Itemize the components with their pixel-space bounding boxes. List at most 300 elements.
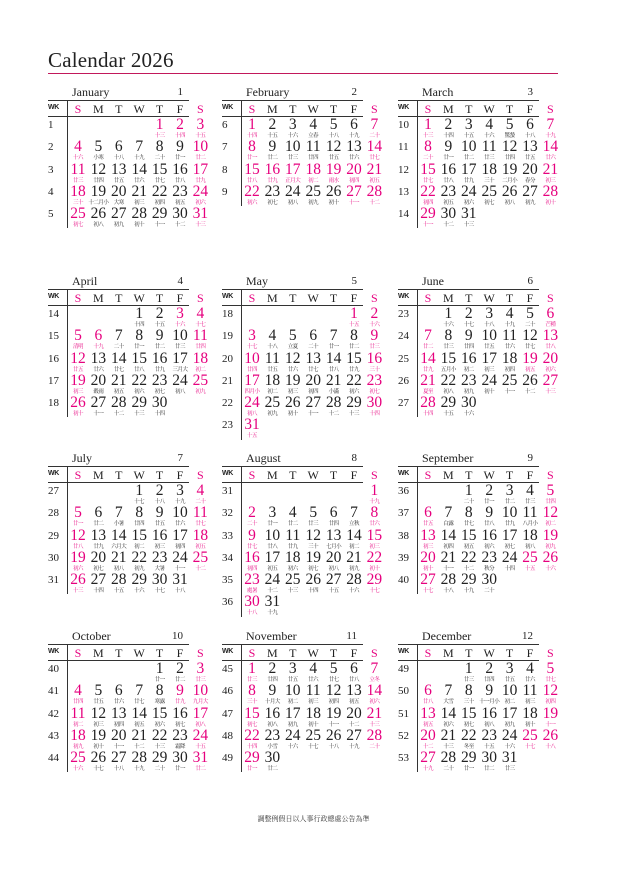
weekday-label: T [155,646,164,660]
lunar-date: 廿一 [267,521,278,528]
day-cell [109,550,129,572]
lunar-date: 初八 [328,565,339,572]
weekday-label: S [371,646,378,660]
day-cell [190,117,210,139]
lunar-date: 十五 [443,411,454,418]
day-cell [68,528,88,550]
day-number: 19 [90,726,107,744]
day-number: 27 [522,182,538,200]
month-header [48,275,189,290]
lunar-date: 廿六 [287,366,298,373]
day-number: 8 [135,504,144,522]
day-cell [520,351,540,373]
lunar-date: 十五 [154,322,165,328]
week-divider [67,117,68,139]
day-number: 3 [288,660,297,677]
day-cell [283,184,303,206]
day-cell [190,184,210,206]
lunar-date: 夏至 [422,388,433,395]
lunar-date: 廿二 [463,155,474,162]
day-cell [109,750,129,772]
day-number: 16 [244,548,260,566]
day-cell [520,661,540,683]
day-number: 4 [196,482,205,499]
day-cell [459,328,479,350]
lunar-date: 十六 [443,322,454,328]
day-cell [364,139,384,161]
week-number: 4 [48,185,54,198]
day-cell [364,373,384,395]
lunar-date: 十四 [93,588,104,595]
day-number: 11 [264,349,280,367]
day-cell [364,306,384,328]
lunar-date: 初三 [287,388,298,395]
lunar-date: 初三 [72,388,83,395]
lunar-date: 廿四 [328,521,339,528]
day-number: 13 [542,327,559,345]
lunar-date: 廿一 [246,155,257,162]
lunar-date: 秋分 [484,565,495,572]
day-cell [459,206,479,228]
day-number: 12 [285,349,301,367]
day-cell [438,728,458,750]
lunar-date: 二十 [369,743,380,750]
day-number: 26 [90,749,107,767]
day-number: 15 [151,160,168,178]
weekday-header [222,467,378,483]
lunar-date: 廿一 [443,155,454,162]
day-cell [364,683,384,705]
week-number: 30 [48,551,59,564]
day-number: 24 [285,726,301,744]
day-number: 24 [501,548,518,566]
day-cell [88,505,108,527]
day-cell [303,184,323,206]
day-number: 8 [155,682,164,700]
day-cell [129,184,149,206]
weekday-label: S [74,468,82,482]
day-cell [170,328,190,350]
lunar-date: 初六 [134,388,145,395]
lunar-date: 十七 [369,588,380,595]
day-cell [459,728,479,750]
day-cell [129,206,149,228]
day-cell [418,728,438,750]
day-number: 16 [172,704,188,722]
day-number: 19 [305,548,321,566]
day-cell [324,572,344,594]
lunar-date: 初二 [504,699,515,706]
day-cell [438,683,458,705]
lunar-date: 十八 [154,499,165,505]
week-number: 27 [48,485,59,497]
day-cell [190,505,210,527]
day-cell [500,661,520,683]
day-number: 2 [155,482,164,499]
lunar-date: 十三 [545,388,556,395]
day-cell [68,328,88,350]
weekday-header [398,645,554,661]
weekday-label: M [267,646,278,660]
day-cell [88,395,108,417]
day-cell [190,528,210,550]
week-number: 32 [222,507,233,520]
day-cell [520,505,540,527]
lunar-date: 初五 [524,366,535,373]
day-cell [68,206,88,228]
day-number: 8 [248,682,256,700]
day-number: 9 [155,504,164,522]
lunar-date: 十一 [328,721,339,728]
day-number: 16 [481,526,497,544]
day-number: 21 [366,704,383,722]
lunar-date: 十三 [134,411,145,418]
lunar-date: 十一 [174,565,185,572]
lunar-date: 初六 [369,699,380,706]
day-cell [262,728,282,750]
day-number: 1 [370,482,379,499]
day-number: 18 [192,526,209,544]
day-number: 26 [285,394,301,412]
weekday-label: W [307,291,319,305]
week-number: 39 [398,551,409,564]
week-divider [417,467,418,482]
month-name: May [246,274,268,288]
lunar-date: 初九 [308,199,319,206]
lunar-date: 廿八 [348,677,359,683]
week-number: 2 [48,141,54,154]
lunar-date: 十三 [348,411,359,418]
day-cell [364,728,384,750]
day-cell [479,750,499,772]
weekday-label: S [248,291,256,305]
week-number: 22 [222,397,233,410]
day-number: 27 [420,749,436,767]
day-number: 10 [285,138,301,156]
day-number: 23 [264,182,281,200]
day-cell [459,550,479,572]
lunar-date: 冬至 [463,743,474,750]
day-number: 4 [309,660,318,677]
lunar-date: 二十 [443,766,454,773]
day-number: 30 [151,571,168,589]
day-number: 20 [346,704,362,722]
day-number: 15 [366,526,383,544]
lunar-date: 初十 [72,411,83,418]
day-number: 18 [70,726,86,744]
day-number: 28 [325,394,342,412]
day-number: 22 [346,371,362,389]
week-number: 28 [48,507,59,520]
day-cell [479,139,499,161]
month-number: 2 [351,86,357,98]
week-column-label: WK [398,470,410,477]
lunar-date: 穀雨 [93,388,104,395]
lunar-date: 初六 [72,565,83,572]
month-number: 11 [346,630,357,642]
lunar-date: 立秋 [348,521,359,528]
week-row [398,572,539,594]
day-number: 14 [111,349,127,367]
lunar-date: 廿六 [308,677,319,683]
lunar-date: 廿八 [545,344,556,351]
lunar-date: 廿二 [267,766,278,773]
day-cell [418,351,438,373]
week-row [222,571,383,595]
day-cell [150,206,170,228]
day-number: 7 [444,682,453,700]
lunar-date: 十五 [267,133,278,139]
day-number: 23 [172,182,188,200]
day-cell [283,550,303,572]
week-row [48,349,209,373]
day-number: 1 [464,482,473,499]
day-cell [540,351,560,373]
day-number: 13 [346,138,362,156]
day-number: 9 [155,327,164,345]
weekday-label: F [176,102,184,116]
weekday-label: T [329,102,338,116]
weekday-label: T [289,468,297,482]
day-cell [88,162,108,184]
lunar-date: 二十 [246,521,257,528]
day-cell [242,550,262,572]
day-cell [438,139,458,161]
day-cell [540,139,560,161]
lunar-date: 廿四 [195,344,206,351]
day-cell [418,395,438,417]
weekday-label: W [133,646,145,660]
weekday-label: T [155,291,164,305]
day-cell [88,750,108,772]
month-number: 5 [351,275,357,287]
lunar-date: 廿一 [328,344,339,351]
lunar-date: 廿七 [545,677,556,683]
lunar-date: 十二 [348,721,359,728]
lunar-date: 初十 [287,411,298,418]
day-number: 6 [94,504,103,522]
day-number: 26 [542,726,559,744]
day-cell [190,206,210,228]
week-number: 3 [48,163,54,176]
week-row [48,116,206,139]
day-number: 19 [501,160,518,178]
lunar-date: 初二 [267,388,278,395]
lunar-date: 十八 [443,588,454,595]
week-row [222,682,383,706]
day-cell [190,706,210,728]
weekday-label: M [443,646,454,660]
lunar-date: 十九 [422,766,433,773]
day-number: 18 [192,349,209,367]
lunar-date: 十七 [93,766,104,773]
day-cell [500,528,520,550]
lunar-date: 初六 [195,199,206,206]
day-number: 1 [464,660,473,677]
lunar-date: 十四 [246,743,257,750]
day-cell [88,550,108,572]
day-cell [109,395,129,417]
day-number: 6 [114,138,123,156]
day-number: 19 [285,371,301,389]
day-number: 30 [264,749,281,767]
day-cell [129,395,149,417]
day-number: 11 [522,504,538,522]
day-number: 23 [172,726,188,744]
week-number: 14 [48,308,59,320]
day-number: 2 [464,305,473,322]
lunar-date: 三十 [369,366,380,373]
day-cell [150,139,170,161]
lunar-date: 初五 [134,721,145,728]
weekday-header [222,101,378,117]
day-number: 18 [522,526,538,544]
day-cell [418,550,438,572]
day-cell [364,528,384,550]
day-cell [170,528,190,550]
lunar-date: 廿三 [504,766,515,773]
day-cell [500,728,520,750]
day-number: 13 [420,526,436,544]
day-cell [242,351,262,373]
month-name: June [422,274,444,288]
lunar-date: 初八 [287,199,298,206]
day-cell [170,373,190,395]
day-number: 11 [305,138,321,156]
day-cell [129,706,149,728]
day-number: 17 [285,160,301,178]
day-cell [540,683,560,705]
day-cell [109,139,129,161]
lunar-date: 廿一 [154,677,165,683]
day-cell [303,162,323,184]
lunar-date: 十一 [504,388,515,395]
lunar-date: 白露 [443,521,454,528]
lunar-date: 初三 [524,699,535,706]
day-number: 8 [155,138,164,156]
lunar-date: 初三 [422,543,433,550]
lunar-date: 廿四 [246,366,257,373]
week-number: 24 [398,330,409,343]
week-number: 12 [398,163,409,176]
day-number: 7 [444,504,453,522]
week-row [222,594,363,616]
weekday-label: F [350,468,358,482]
day-cell [344,661,364,683]
day-number: 19 [70,548,86,566]
day-number: 27 [90,394,107,412]
week-divider [417,483,418,505]
day-cell [88,683,108,705]
day-number: 14 [440,526,457,544]
day-cell [324,139,344,161]
day-cell [88,528,108,550]
day-cell [520,139,540,161]
lunar-date: 廿四 [134,521,145,528]
lunar-date: 初七 [93,565,104,572]
day-number: 23 [366,371,383,389]
day-cell [324,351,344,373]
day-number: 18 [70,182,86,200]
lunar-date: 初六 [154,721,165,728]
weekday-label: T [505,646,514,660]
day-number: 1 [248,116,256,133]
lunar-date: 廿二 [348,344,359,351]
lunar-date: 廿六 [174,521,185,528]
day-number: 20 [111,182,127,200]
day-number: 24 [172,548,188,566]
day-number: 14 [111,526,127,544]
day-number: 25 [70,205,86,223]
day-cell [364,184,384,206]
lunar-date: 霜降 [174,743,185,750]
lunar-date: 廿九 [154,366,165,373]
day-cell [364,706,384,728]
day-number: 21 [420,371,436,389]
day-cell [364,395,384,417]
day-cell [479,483,499,505]
lunar-date: 廿五 [287,677,298,683]
lunar-date: 立夏 [287,344,298,351]
lunar-date: 十九 [267,610,278,617]
week-number: 7 [222,141,228,154]
day-cell [324,550,344,572]
week-row [222,548,383,572]
day-cell [364,572,384,594]
lunar-date: 初八 [267,721,278,728]
lunar-date: 初五 [348,699,359,706]
day-number: 5 [329,116,338,133]
lunar-date: 廿六 [524,677,535,683]
day-number: 4 [196,305,205,322]
day-cell [170,162,190,184]
day-cell [283,328,303,350]
day-number: 22 [461,548,477,566]
lunar-date: 初三 [484,366,495,373]
day-cell [324,373,344,395]
week-number: 19 [222,330,233,343]
day-cell [479,683,499,705]
lunar-date: 二十 [369,133,380,139]
day-number: 14 [131,704,147,722]
day-cell [150,483,170,505]
weekday-label: S [547,646,554,660]
weekday-label: S [424,646,432,660]
day-number: 29 [346,394,362,412]
week-row [48,572,189,594]
day-cell [283,117,303,139]
day-number: 13 [346,682,362,700]
day-number: 26 [305,571,321,589]
day-number: 6 [309,327,318,345]
lunar-date: 小滿 [328,388,339,395]
day-number: 17 [264,548,281,566]
day-cell [190,139,210,161]
day-number: 6 [526,116,534,133]
lunar-date: 廿二 [287,521,298,528]
lunar-date: 初四 [348,177,359,184]
lunar-date: 初六 [443,721,454,728]
day-cell [150,728,170,750]
day-number: 22 [244,726,260,744]
weekday-label: F [176,646,184,660]
day-cell [418,117,438,139]
day-number: 27 [542,371,559,389]
lunar-date: 十五 [195,743,206,750]
day-cell [418,750,438,772]
lunar-date: 廿四 [484,677,495,683]
day-number: 9 [485,682,494,700]
